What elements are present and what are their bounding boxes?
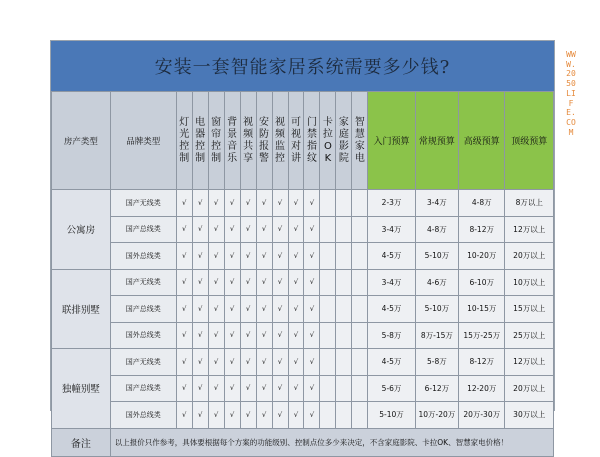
feature-check-cell: √: [256, 269, 272, 296]
feature-check-cell: √: [224, 402, 240, 429]
feature-check-cell: √: [288, 322, 304, 349]
budget-price-cell: 4-8万: [415, 216, 458, 243]
budget-price-cell: 25万以上: [505, 322, 554, 349]
brand-type-cell: 国产无线类: [110, 190, 176, 217]
feature-label: 卡拉OK: [322, 116, 333, 164]
header-budget: 高级预算: [459, 92, 505, 190]
feature-check-cell: √: [256, 243, 272, 270]
feature-check-cell: √: [272, 375, 288, 402]
feature-empty-cell: [320, 349, 336, 376]
feature-check-cell: √: [224, 296, 240, 323]
feature-check-cell: √: [208, 349, 224, 376]
brand-type-cell: 国产总线类: [110, 296, 176, 323]
feature-empty-cell: [336, 243, 352, 270]
feature-check-cell: √: [176, 190, 192, 217]
feature-check-cell: √: [288, 296, 304, 323]
budget-price-cell: 10万以上: [505, 269, 554, 296]
feature-empty-cell: [336, 216, 352, 243]
budget-price-cell: 5-8万: [415, 349, 458, 376]
feature-empty-cell: [336, 296, 352, 323]
feature-empty-cell: [336, 322, 352, 349]
feature-check-cell: √: [256, 375, 272, 402]
feature-check-cell: √: [176, 402, 192, 429]
feature-check-cell: √: [192, 296, 208, 323]
feature-check-cell: √: [304, 349, 320, 376]
feature-check-cell: √: [288, 243, 304, 270]
feature-check-cell: √: [240, 296, 256, 323]
feature-empty-cell: [352, 402, 368, 429]
feature-check-cell: √: [288, 190, 304, 217]
budget-price-cell: 12-20万: [459, 375, 505, 402]
table-row: [52, 402, 554, 429]
feature-empty-cell: [320, 243, 336, 270]
budget-price-cell: 5-10万: [368, 402, 415, 429]
budget-price-cell: 10-15万: [459, 296, 505, 323]
table-row: [52, 216, 554, 243]
feature-label: 智慧家电: [354, 116, 365, 164]
budget-price-cell: 5-10万: [415, 243, 458, 270]
brand-type-cell: 国外总线类: [110, 322, 176, 349]
header-budget: 顶级预算: [505, 92, 554, 190]
feature-check-cell: √: [256, 349, 272, 376]
feature-check-cell: √: [240, 402, 256, 429]
feature-check-cell: √: [208, 296, 224, 323]
feature-check-cell: √: [304, 296, 320, 323]
feature-empty-cell: [320, 375, 336, 402]
header-feature: [208, 92, 224, 190]
feature-check-cell: √: [176, 216, 192, 243]
feature-check-cell: √: [256, 216, 272, 243]
feature-empty-cell: [320, 190, 336, 217]
budget-price-cell: 6-12万: [415, 375, 458, 402]
feature-check-cell: √: [240, 269, 256, 296]
budget-price-cell: 10万-20万: [415, 402, 458, 429]
feature-check-cell: √: [304, 243, 320, 270]
note-row: [52, 428, 554, 456]
budget-price-cell: 3-4万: [368, 216, 415, 243]
feature-label: 可视对讲: [290, 116, 301, 164]
feature-empty-cell: [336, 190, 352, 217]
feature-check-cell: √: [192, 349, 208, 376]
feature-check-cell: √: [304, 322, 320, 349]
table-body: [52, 190, 554, 429]
budget-price-cell: 4-5万: [368, 243, 415, 270]
feature-check-cell: √: [240, 349, 256, 376]
feature-check-cell: √: [240, 190, 256, 217]
header-feature: [336, 92, 352, 190]
feature-check-cell: √: [192, 216, 208, 243]
feature-empty-cell: [352, 269, 368, 296]
feature-empty-cell: [352, 216, 368, 243]
header-feature: [176, 92, 192, 190]
budget-price-cell: 5-6万: [368, 375, 415, 402]
feature-check-cell: √: [192, 243, 208, 270]
feature-check-cell: √: [272, 296, 288, 323]
feature-empty-cell: [336, 269, 352, 296]
brand-type-cell: 国产总线类: [110, 375, 176, 402]
feature-check-cell: √: [192, 322, 208, 349]
table-row: [52, 349, 554, 376]
budget-price-cell: 4-6万: [415, 269, 458, 296]
price-table: [51, 91, 554, 457]
feature-check-cell: √: [240, 216, 256, 243]
feature-check-cell: √: [256, 322, 272, 349]
feature-check-cell: √: [240, 243, 256, 270]
note-label: 备注: [52, 428, 111, 456]
feature-check-cell: √: [192, 190, 208, 217]
feature-check-cell: √: [288, 216, 304, 243]
feature-label: 视频监控: [275, 116, 286, 164]
feature-check-cell: √: [240, 375, 256, 402]
feature-check-cell: √: [192, 375, 208, 402]
feature-check-cell: √: [224, 322, 240, 349]
feature-check-cell: √: [272, 216, 288, 243]
feature-empty-cell: [352, 296, 368, 323]
budget-price-cell: 4-5万: [368, 349, 415, 376]
header-feature: [288, 92, 304, 190]
feature-check-cell: √: [176, 322, 192, 349]
header-feature: [304, 92, 320, 190]
feature-check-cell: √: [240, 322, 256, 349]
budget-price-cell: 12万以上: [505, 216, 554, 243]
feature-label: 背景音乐: [227, 116, 238, 164]
site-watermark: WWW.2050LIFE.COM: [566, 50, 576, 137]
feature-check-cell: √: [176, 349, 192, 376]
header-feature: [256, 92, 272, 190]
feature-label: 窗帘控制: [211, 116, 222, 164]
feature-label: 灯光控制: [179, 116, 190, 164]
header-feature: [320, 92, 336, 190]
feature-empty-cell: [352, 349, 368, 376]
feature-check-cell: √: [304, 375, 320, 402]
feature-check-cell: √: [304, 190, 320, 217]
budget-price-cell: 8-12万: [459, 349, 505, 376]
feature-check-cell: √: [304, 216, 320, 243]
feature-check-cell: √: [224, 243, 240, 270]
feature-label: 门禁指纹: [306, 116, 317, 164]
header-feature: [272, 92, 288, 190]
feature-check-cell: √: [288, 375, 304, 402]
feature-check-cell: √: [192, 402, 208, 429]
budget-price-cell: 8万-15万: [415, 322, 458, 349]
feature-check-cell: √: [208, 322, 224, 349]
budget-price-cell: 2-3万: [368, 190, 415, 217]
feature-check-cell: √: [272, 349, 288, 376]
feature-check-cell: √: [208, 190, 224, 217]
brand-type-cell: 国产无线类: [110, 269, 176, 296]
feature-empty-cell: [336, 402, 352, 429]
table-row: [52, 375, 554, 402]
table-row: [52, 269, 554, 296]
budget-price-cell: 4-5万: [368, 296, 415, 323]
feature-label: 电器控制: [195, 116, 206, 164]
table-row: [52, 190, 554, 217]
feature-label: 家庭影院: [338, 116, 349, 164]
feature-check-cell: √: [208, 243, 224, 270]
budget-price-cell: 20万以上: [505, 375, 554, 402]
feature-check-cell: √: [208, 269, 224, 296]
property-type-cell: 独幢别墅: [52, 349, 111, 429]
page-title: 安装一套智能家居系统需要多少钱?: [51, 41, 554, 91]
brand-type-cell: 国产无线类: [110, 349, 176, 376]
feature-check-cell: √: [208, 375, 224, 402]
feature-check-cell: √: [208, 216, 224, 243]
budget-price-cell: 12万以上: [505, 349, 554, 376]
budget-price-cell: 8万以上: [505, 190, 554, 217]
property-type-cell: 公寓房: [52, 190, 111, 270]
brand-type-cell: 国外总线类: [110, 402, 176, 429]
feature-check-cell: √: [224, 375, 240, 402]
feature-empty-cell: [320, 322, 336, 349]
table-row: [52, 322, 554, 349]
feature-check-cell: √: [224, 349, 240, 376]
property-type-cell: 联排别墅: [52, 269, 111, 349]
feature-check-cell: √: [176, 269, 192, 296]
feature-check-cell: √: [192, 269, 208, 296]
table-row: [52, 296, 554, 323]
header-row: [52, 92, 554, 190]
feature-empty-cell: [320, 296, 336, 323]
budget-price-cell: 10-20万: [459, 243, 505, 270]
header-budget: 常规预算: [415, 92, 458, 190]
budget-price-cell: 15万以上: [505, 296, 554, 323]
feature-check-cell: √: [272, 322, 288, 349]
brand-type-cell: 国产总线类: [110, 216, 176, 243]
feature-check-cell: √: [272, 402, 288, 429]
price-table-sheet: [50, 40, 555, 450]
feature-empty-cell: [336, 349, 352, 376]
feature-empty-cell: [336, 375, 352, 402]
brand-type-cell: 国外总线类: [110, 243, 176, 270]
feature-empty-cell: [352, 243, 368, 270]
feature-empty-cell: [352, 375, 368, 402]
budget-price-cell: 15万-25万: [459, 322, 505, 349]
budget-price-cell: 5-8万: [368, 322, 415, 349]
feature-check-cell: √: [224, 269, 240, 296]
feature-check-cell: √: [208, 402, 224, 429]
header-feature: [192, 92, 208, 190]
budget-price-cell: 8-12万: [459, 216, 505, 243]
feature-check-cell: √: [176, 375, 192, 402]
feature-empty-cell: [320, 269, 336, 296]
feature-check-cell: √: [256, 402, 272, 429]
header-brand-type: 品牌类型: [110, 92, 176, 190]
feature-label: 视频共享: [243, 116, 254, 164]
feature-check-cell: √: [288, 402, 304, 429]
header-budget: 入门预算: [368, 92, 415, 190]
budget-price-cell: 30万以上: [505, 402, 554, 429]
feature-empty-cell: [320, 216, 336, 243]
header-feature: [352, 92, 368, 190]
feature-check-cell: √: [256, 296, 272, 323]
note-text: 以上报价只作参考，具体要根据每个方案的功能级别、控制点位多少来决定，不含家庭影院、卡拉OK、智慧家电价格！: [110, 428, 553, 456]
feature-check-cell: √: [272, 269, 288, 296]
budget-price-cell: 5-10万: [415, 296, 458, 323]
budget-price-cell: 3-4万: [368, 269, 415, 296]
feature-check-cell: √: [288, 269, 304, 296]
feature-check-cell: √: [256, 190, 272, 217]
feature-check-cell: √: [176, 296, 192, 323]
feature-empty-cell: [352, 190, 368, 217]
budget-price-cell: 20万-30万: [459, 402, 505, 429]
header-feature: [224, 92, 240, 190]
feature-check-cell: √: [304, 269, 320, 296]
feature-empty-cell: [352, 322, 368, 349]
feature-check-cell: √: [272, 190, 288, 217]
feature-check-cell: √: [288, 349, 304, 376]
feature-empty-cell: [320, 402, 336, 429]
budget-price-cell: 4-8万: [459, 190, 505, 217]
budget-price-cell: 6-10万: [459, 269, 505, 296]
header-property-type: 房产类型: [52, 92, 111, 190]
feature-label: 安防报警: [259, 116, 270, 164]
feature-check-cell: √: [176, 243, 192, 270]
table-row: [52, 243, 554, 270]
feature-check-cell: √: [272, 243, 288, 270]
header-feature: [240, 92, 256, 190]
budget-price-cell: 3-4万: [415, 190, 458, 217]
budget-price-cell: 20万以上: [505, 243, 554, 270]
feature-check-cell: √: [224, 216, 240, 243]
feature-check-cell: √: [224, 190, 240, 217]
feature-check-cell: √: [304, 402, 320, 429]
